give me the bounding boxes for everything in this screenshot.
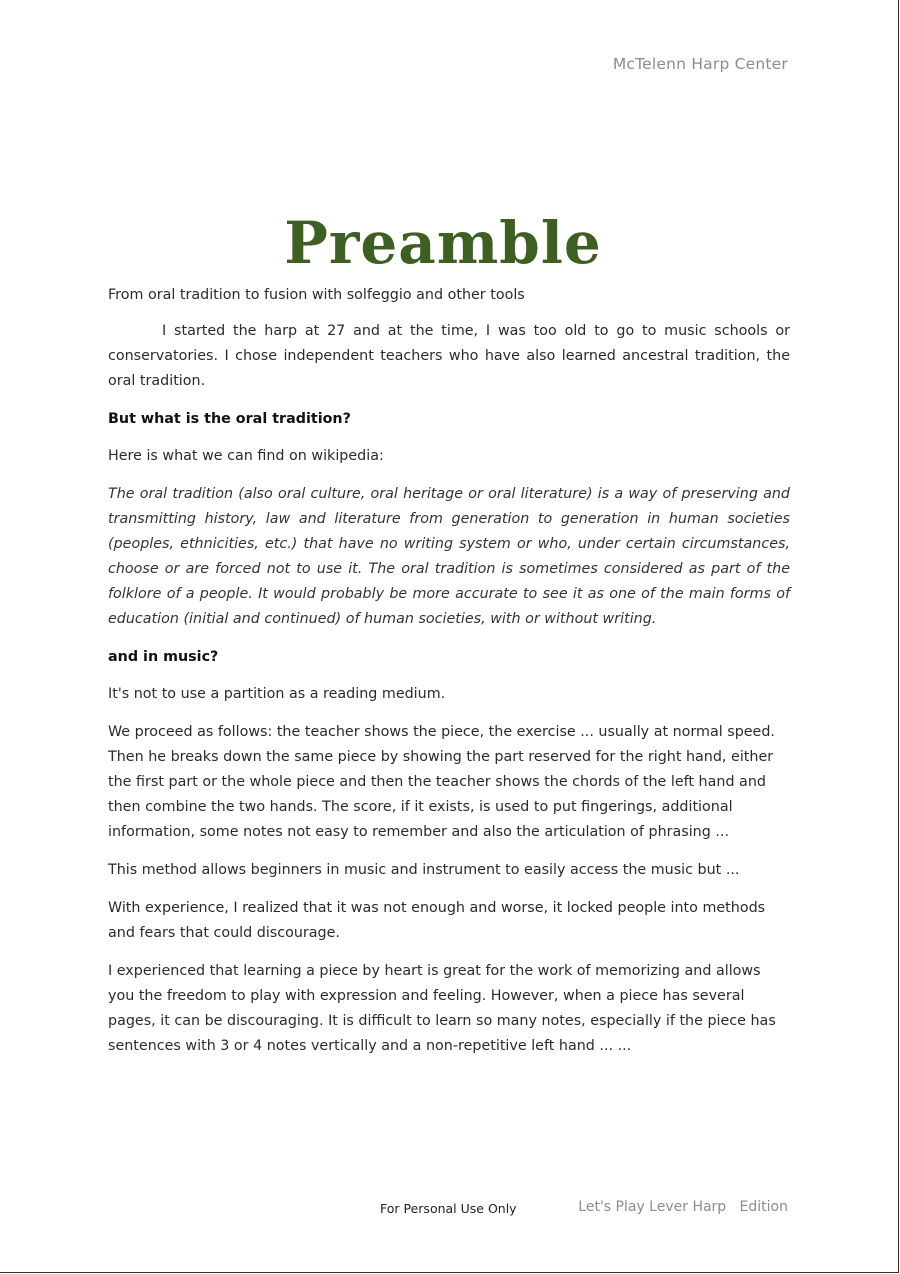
question-heading-music: and in music? [108,649,219,665]
paragraph-experience: With experience, I realized that it was not enough and worse, it locked people into methods and fears that could discourage. [108,900,766,941]
wiki-lead-paragraph: Here is what we can find on wikipedia: [108,448,384,464]
question-heading-oral-tradition: But what is the oral tradition? [108,411,351,427]
footer-edition-text: Let's Play Lever Harp Edition [578,1199,788,1215]
paragraph-memorizing: I experienced that learning a piece by heart is great for the work of memorizing and allows you the freedom to play with expression and feeling. However, when a piece has several pages, it can be discouraging. It is difficult to learn so many notes, especially if the piece has sentences with 3 or 4 notes vertically and a non-repetitive left hand ... ... [108,963,776,1054]
paragraph-beginners: This method allows beginners in music and instrument to easily access the music but ... [108,862,740,878]
page-content [108,283,790,1072]
footer-edition [578,1199,788,1215]
paragraph-method: We proceed as follows: the teacher shows the piece, the exercise ... usually at normal speed. Then he breaks down the same piece by showing the part reserved for the right hand, either the first part or the whole piece and then the teacher shows the chords of the left hand and then combine the two hands. The score, if it exists, is used to put fingerings, additional information, some notes not easy to remember and also the articulation of phrasing ... [108,724,775,840]
header-brand: McTelenn Harp Center [612,55,788,73]
wikipedia-quote: The oral tradition (also oral culture, oral heritage or oral literature) is a way of preserving and transmitting history, law and literature from generation to generation in human societies (peoples, ethnicities, etc.) that have no writing system or who, under certain circumstances, choose or are forced not to use it. The oral tradition is sometimes considered as part of the folklore of a people. It would probably be more accurate to see it as one of the main forms of education (initial and continued) of human societies, with or without writing. [108,486,790,627]
footer-usage-note: For Personal Use Only [380,1201,517,1216]
paragraph-partition: It's not to use a partition as a reading medium. [108,686,446,702]
intro-paragraph: I started the harp at 27 and at the time, I was too old to go to music schools or conservatories. I chose independent teachers who have also learned ancestral tradition, the oral tradition. [108,323,790,389]
page-title: Preamble [284,208,602,277]
subtitle: From oral tradition to fusion with solfeggio and other tools [108,287,525,303]
